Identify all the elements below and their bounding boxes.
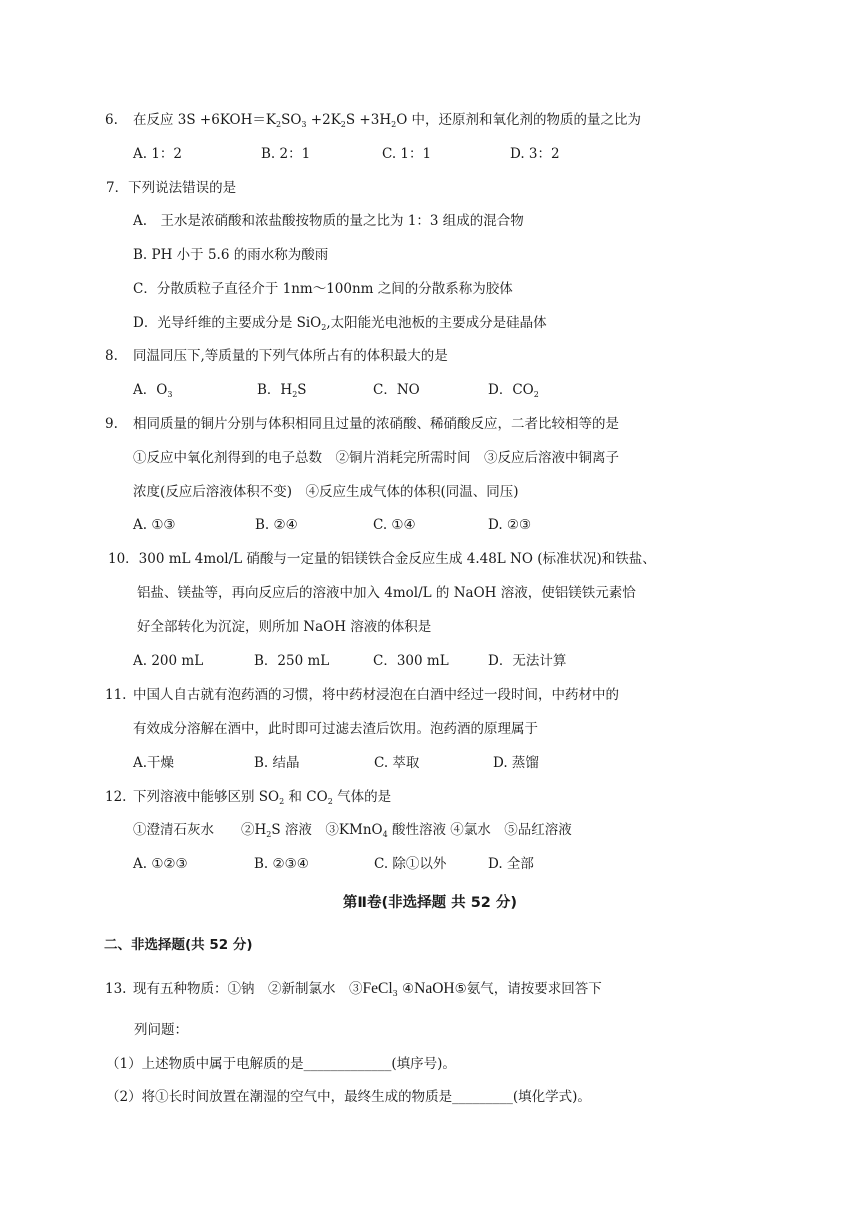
question-stem: 现有五种物质：①钠 ②新制氯水 ③FeCl$_3$ ④NaOH⑤氨气，请按要求回答下 — [133, 980, 602, 998]
option-d: D．光导纤维的主要成分是 SiO$_2$,太阳能光电池板的主要成分是硅晶体 — [133, 315, 547, 332]
question-number: 13. — [105, 981, 127, 997]
option-d: D. 全部 — [488, 856, 534, 872]
option-a: A. 1：2 — [133, 146, 183, 162]
question-stem: 下列溶液中能够区别 $SO_2$ 和 $CO_2$ 气体的是 — [133, 789, 392, 806]
question-stem-line: ①反应中氧化剂得到的电子总数 ②铜片消耗完所需时间 ③反应后溶液中铜离子 — [133, 450, 619, 466]
sub-question-2: （2）将①长时间放置在潮湿的空气中，最终生成的物质是_________(填化学式)。 — [106, 1089, 591, 1105]
question-stem: 10．300 mL 4mol/L 硝酸与一定量的铝镁铁合金反应生成 4.48L NO (标准状况)和铁盐、 — [108, 551, 656, 567]
option-a: A. ①②③ — [133, 856, 188, 872]
question-stem: 7．下列说法错误的是 — [106, 180, 237, 196]
option-d: D. 3：2 — [510, 146, 560, 162]
option-c: C. 1：1 — [382, 146, 432, 162]
question-stem: 同温同压下,等质量的下列气体所占有的体积最大的是 — [133, 348, 448, 364]
option-c: C．300 mL — [373, 653, 449, 669]
question-number: 8. — [105, 348, 118, 364]
option-c: C. 除①以外 — [374, 856, 447, 872]
option-c: C．NO — [373, 382, 420, 398]
option-a: A. ①③ — [133, 517, 176, 533]
question-stem: 在反应 $3S +6KOH=K_2SO_3 +2K_2S +3H_2O$ 中，还原剂和氧化剂的物质的量之比为 — [133, 112, 642, 129]
option-d: D. ②③ — [488, 517, 532, 533]
option-c: C．分散质粒子直径介于 1nm～100nm 之间的分散系称为胶体 — [133, 281, 513, 297]
option-b: B．$H_2S$ — [257, 382, 307, 399]
option-b: B. ②④ — [255, 517, 298, 533]
option-c: C. ①④ — [373, 517, 416, 533]
part-heading: 二、非选择题(共 52 分) — [104, 937, 253, 953]
question-number: 6. — [105, 112, 118, 128]
option-d: D．$CO_2$ — [488, 382, 539, 399]
question-stem-line: 铝盐、镁盐等，再向反应后的溶液中加入 4mol/L 的 NaOH 溶液，使铝镁铁元素恰 — [137, 585, 636, 601]
option-d: D．无法计算 — [488, 653, 567, 669]
option-b: B. 结晶 — [254, 755, 300, 771]
sub-question-1: （1）上述物质中属于电解质的是_____________(填序号)。 — [106, 1056, 456, 1072]
option-c: C. 萃取 — [374, 755, 420, 771]
question-stem-line: 浓度(反应后溶液体积不变) ④反应生成气体的体积(同温、同压) — [133, 484, 519, 500]
option-a: A. 王水是浓硝酸和浓盐酸按物质的量之比为 1：3 组成的混合物 — [133, 213, 524, 229]
option-d: D. 蒸馏 — [493, 755, 539, 771]
question-stem-line: 有效成分溶解在酒中，此时即可过滤去渣后饮用。泡药酒的原理属于 — [133, 721, 538, 737]
option-b: B. 2：1 — [261, 146, 311, 162]
option-b: B. PH 小于 5.6 的雨水称为酸雨 — [133, 247, 329, 263]
question-number: 12. — [105, 789, 127, 805]
question-stem-line: 好全部转化为沉淀，则所加 NaOH 溶液的体积是 — [137, 619, 432, 635]
question-stem-line: ①澄清石灰水 $②H_2S$ 溶液 ③KMnO$_4$ 酸性溶液 ④氯水 ⑤品红溶液 — [133, 822, 572, 839]
option-a: A. 200 mL — [133, 653, 204, 669]
question-number: 9. — [105, 416, 118, 432]
question-number: 11. — [105, 687, 127, 703]
option-b: B．250 mL — [254, 653, 330, 669]
option-a: A．$O_3$ — [133, 382, 173, 399]
option-a: A.干燥 — [133, 755, 175, 771]
question-stem-line: 列问题： — [134, 1022, 188, 1038]
option-b: B. ②③④ — [254, 856, 309, 872]
question-stem: 相同质量的铜片分别与体积相同且过量的浓硝酸、稀硝酸反应，二者比较相等的是 — [133, 416, 619, 432]
section-title: 第Ⅱ卷(非选择题 共 52 分) — [342, 895, 518, 911]
question-stem: 中国人自古就有泡药酒的习惯，将中药材浸泡在白酒中经过一段时间，中药材中的 — [133, 687, 619, 703]
